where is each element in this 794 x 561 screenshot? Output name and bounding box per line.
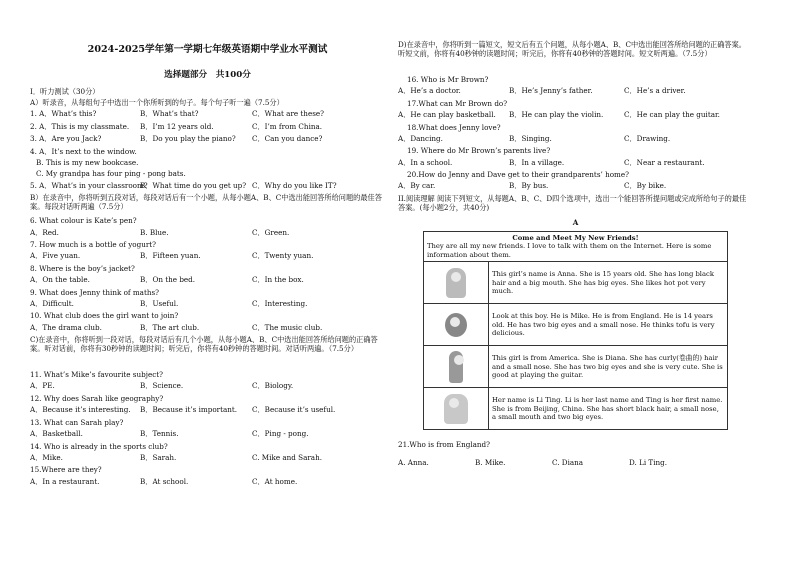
option[interactable]: A．Mike. bbox=[30, 452, 63, 462]
option[interactable]: D. Li Ting. bbox=[629, 457, 668, 467]
question-row bbox=[30, 477, 385, 490]
question-row bbox=[398, 86, 753, 99]
exam-subtitle: 选择题部分 共100分 bbox=[164, 69, 251, 80]
girl-avatar-icon bbox=[446, 268, 466, 298]
option[interactable]: 4. A．It’s next to the window. bbox=[30, 146, 137, 156]
option[interactable]: C．Interesting. bbox=[252, 298, 308, 308]
question-21-options bbox=[398, 458, 753, 467]
option[interactable]: C．Twenty yuan. bbox=[252, 251, 314, 261]
option[interactable]: 3. A．Are you Jack? bbox=[30, 134, 102, 144]
question-text: 15.Where are they? bbox=[30, 465, 102, 475]
section-listening: I．听力测试（30分） bbox=[30, 86, 100, 96]
friend-description: This girl’s name is Anna. She is 15 years old. She has long black hair and a big mouth. She has big eyes. She likes hot pot very much. bbox=[489, 262, 728, 304]
option[interactable]: B．In a village. bbox=[509, 157, 565, 167]
option[interactable]: C. My grandpa has four ping - pong bats. bbox=[36, 169, 186, 179]
option[interactable]: C．The music club. bbox=[252, 322, 323, 332]
part-b-instructions: B）在录音中，你将听到五段对话，每段对话后有一个小题，从每小题A、B、C中选出能回答所给问题的最佳答案。每段对话听两遍（7.5分） bbox=[30, 193, 382, 212]
option[interactable]: A．Difficult. bbox=[30, 298, 74, 308]
question-row bbox=[30, 109, 385, 122]
option[interactable]: C．I’m from China. bbox=[252, 121, 323, 131]
option[interactable]: A．Basketball. bbox=[30, 429, 83, 439]
question-text: 6. What colour is Kate’s pen? bbox=[30, 216, 137, 226]
option[interactable]: B. This is my new bookcase. bbox=[36, 158, 139, 168]
option[interactable]: B．Because it’s important. bbox=[140, 405, 238, 415]
question-row bbox=[30, 429, 385, 442]
option[interactable]: 5. A．What’s in your classroom? bbox=[30, 180, 148, 190]
option[interactable]: C．Biology. bbox=[252, 381, 294, 391]
question-row bbox=[30, 299, 385, 312]
passage-label: A bbox=[572, 217, 579, 227]
option[interactable]: B．Singing. bbox=[509, 133, 552, 143]
option[interactable]: B．He’s Jenny’s father. bbox=[509, 86, 593, 96]
option[interactable]: B．What’s that? bbox=[140, 109, 199, 119]
option[interactable]: A．In a school. bbox=[398, 157, 453, 167]
option[interactable]: B．At school. bbox=[140, 476, 189, 486]
question-row bbox=[398, 158, 753, 171]
option[interactable]: C．At home. bbox=[252, 476, 298, 486]
option[interactable]: C．Near a restaurant. bbox=[624, 157, 705, 167]
question-row bbox=[30, 405, 385, 418]
option[interactable]: A．In a restaurant. bbox=[30, 476, 100, 486]
option[interactable]: B．Do you play the piano? bbox=[140, 134, 236, 144]
question-row bbox=[30, 381, 385, 394]
option[interactable]: B. Mike. bbox=[475, 457, 506, 467]
option[interactable]: A. Anna. bbox=[398, 457, 429, 467]
option[interactable]: A．PE. bbox=[30, 381, 55, 391]
question-row bbox=[398, 181, 753, 194]
friend-description: Her name is Li Ting. Li is her last name and Ting is her first name. She is from Beijing, China. She has short black hair, a small nose, a small mouth and two big eyes. bbox=[489, 388, 728, 430]
option[interactable]: A．The drama club. bbox=[30, 322, 102, 332]
option[interactable]: B．On the bed. bbox=[140, 275, 196, 285]
table-intro: They are all my new friends. I love to talk with them on the Internet. Here is some information about them. bbox=[427, 242, 712, 259]
question-row bbox=[398, 134, 753, 147]
option[interactable]: B．The art club. bbox=[140, 322, 200, 332]
option[interactable]: A．By car. bbox=[398, 181, 436, 191]
option[interactable]: A．He’s a doctor. bbox=[398, 86, 461, 96]
part-d-questions bbox=[398, 75, 753, 194]
option[interactable]: C．Ping - pong. bbox=[252, 429, 309, 439]
question-text: 20.How do Jenny and Dave get to their grandparents’ home? bbox=[407, 170, 629, 180]
girl-avatar-icon bbox=[449, 351, 463, 383]
option[interactable]: B．Sarah. bbox=[140, 452, 177, 462]
option[interactable]: C. Diana bbox=[552, 457, 584, 467]
option[interactable]: B．I’m 12 years old. bbox=[140, 121, 214, 131]
section-reading: II.阅读理解 阅读下列短文，从每题A、B、C、D四个选项中，选出一个能回答所提问题或完成所给句子的最佳答案。(每小题2分，共40分) bbox=[398, 193, 747, 212]
question-text: 12. Why does Sarah like geography? bbox=[30, 393, 164, 403]
right-column bbox=[398, 40, 753, 467]
friend-photo bbox=[424, 388, 489, 430]
option[interactable]: B. Blue. bbox=[140, 227, 169, 237]
question-text: 10. What club does the girl want to join? bbox=[30, 311, 179, 321]
part-b-questions bbox=[30, 216, 385, 335]
option[interactable]: B．He can play the violin. bbox=[509, 110, 604, 120]
friend-description: Look at this boy. He is Mike. He is from England. He is 14 years old. He has two big eyes and a small nose. He thinks tofu is very delicious. bbox=[489, 304, 728, 346]
friends-table bbox=[423, 231, 728, 430]
option[interactable]: 2. A．This is my classmate. bbox=[30, 121, 130, 131]
option[interactable]: 1. A．What’s this? bbox=[30, 109, 97, 119]
part-c-instructions: C)在录音中，你将听到一段对话，每段对话后有几个小题，从每小题A、B、C中选出能回答所给问题的正确答案。听对话前，你将有30秒钟的读题时间；听完后，你将有40秒钟的答题时间。对话听两遍。（7.5分） bbox=[30, 335, 378, 354]
question-text: 14. Who is already in the sports club? bbox=[30, 441, 168, 451]
question-row bbox=[30, 134, 385, 147]
option[interactable]: A．Five yuan. bbox=[30, 251, 81, 261]
option[interactable]: B．Fifteen yuan. bbox=[140, 251, 201, 261]
question-text: 17.What can Mr Brown do? bbox=[407, 98, 508, 108]
question-text: 18.What does Jenny love? bbox=[407, 122, 501, 132]
option[interactable]: A．On the table. bbox=[30, 275, 90, 285]
question-row bbox=[30, 275, 385, 288]
question-row bbox=[30, 453, 385, 466]
table-title: Come and Meet My New Friends! bbox=[512, 233, 639, 242]
option[interactable]: A．Dancing. bbox=[398, 133, 443, 143]
question-row bbox=[398, 110, 753, 123]
option[interactable]: C．What are these? bbox=[252, 109, 324, 119]
option[interactable]: A．Red. bbox=[30, 227, 59, 237]
part-c-questions bbox=[30, 370, 385, 489]
question-row bbox=[30, 228, 385, 241]
option[interactable]: C．Because it’s useful. bbox=[252, 405, 336, 415]
option[interactable]: C. Mike and Sarah. bbox=[252, 452, 323, 462]
question-text: 16. Who is Mr Brown? bbox=[407, 75, 489, 84]
option[interactable]: B．Science. bbox=[140, 381, 184, 391]
option[interactable]: C．He can play the guitar. bbox=[624, 110, 720, 120]
question-text: 19. Where do Mr Brown’s parents live? bbox=[407, 146, 551, 156]
question-text: 8. Where is the boy’s jacket? bbox=[30, 263, 135, 273]
option[interactable]: B．What time do you get up? bbox=[140, 180, 247, 190]
part-d-instructions: D)在录音中，你将听到一篇短文，短文后有五个问题，从每小题A、B、C中选出能回答所给问题的正确答案。听短文前，你将有40秒钟的读题时间；听完后，你将有40秒钟的答题时间。短文听两遍。（7.5分） bbox=[398, 40, 746, 58]
option[interactable]: C．By bike. bbox=[624, 181, 667, 191]
option[interactable]: C．Why do you like IT? bbox=[252, 180, 337, 190]
question-row bbox=[30, 323, 385, 336]
option[interactable]: B．By bus. bbox=[509, 181, 549, 191]
girl-avatar-icon bbox=[444, 394, 468, 424]
friend-description: This girl is from America. She is Diana. She has curly(卷曲的) hair and a small nose. She has two big eyes and she is very cute. She is good at playing the guitar. bbox=[489, 346, 728, 388]
question-text: 7. How much is a bottle of yogurt? bbox=[30, 240, 157, 249]
option[interactable]: C．Can you dance? bbox=[252, 134, 323, 144]
question-row bbox=[30, 122, 385, 135]
option[interactable]: B．Useful. bbox=[140, 298, 179, 308]
option[interactable]: C．Drawing. bbox=[624, 133, 671, 143]
question-row bbox=[30, 251, 385, 264]
option[interactable]: B．Tennis. bbox=[140, 429, 179, 439]
boy-avatar-icon bbox=[445, 313, 467, 337]
friend-photo bbox=[424, 262, 489, 304]
option[interactable]: C．He’s a driver. bbox=[624, 86, 686, 96]
question-21: 21.Who is from England? bbox=[398, 440, 490, 450]
option[interactable]: C．Green. bbox=[252, 227, 290, 237]
option[interactable]: A．He can play basketball. bbox=[398, 110, 496, 120]
option[interactable]: C．In the box. bbox=[252, 275, 304, 285]
option[interactable]: A．Because it’s interesting. bbox=[30, 405, 131, 415]
question-text: 13. What can Sarah play? bbox=[30, 417, 124, 427]
question-row bbox=[30, 181, 385, 194]
part-a-instructions: A）听录音，从每组句子中选出一个你所听到的句子。每个句子听一遍（7.5分） bbox=[30, 98, 284, 108]
friend-photo bbox=[424, 304, 489, 346]
question-text: 9. What does Jenny think of maths? bbox=[30, 287, 160, 297]
table-header bbox=[424, 231, 728, 261]
friend-photo bbox=[424, 346, 489, 388]
exam-title: 2024-2025学年第一学期七年级英语期中学业水平测试 bbox=[87, 44, 328, 55]
question-text: 11. What’s Mike’s favourite subject? bbox=[30, 370, 163, 380]
left-column bbox=[30, 40, 385, 489]
